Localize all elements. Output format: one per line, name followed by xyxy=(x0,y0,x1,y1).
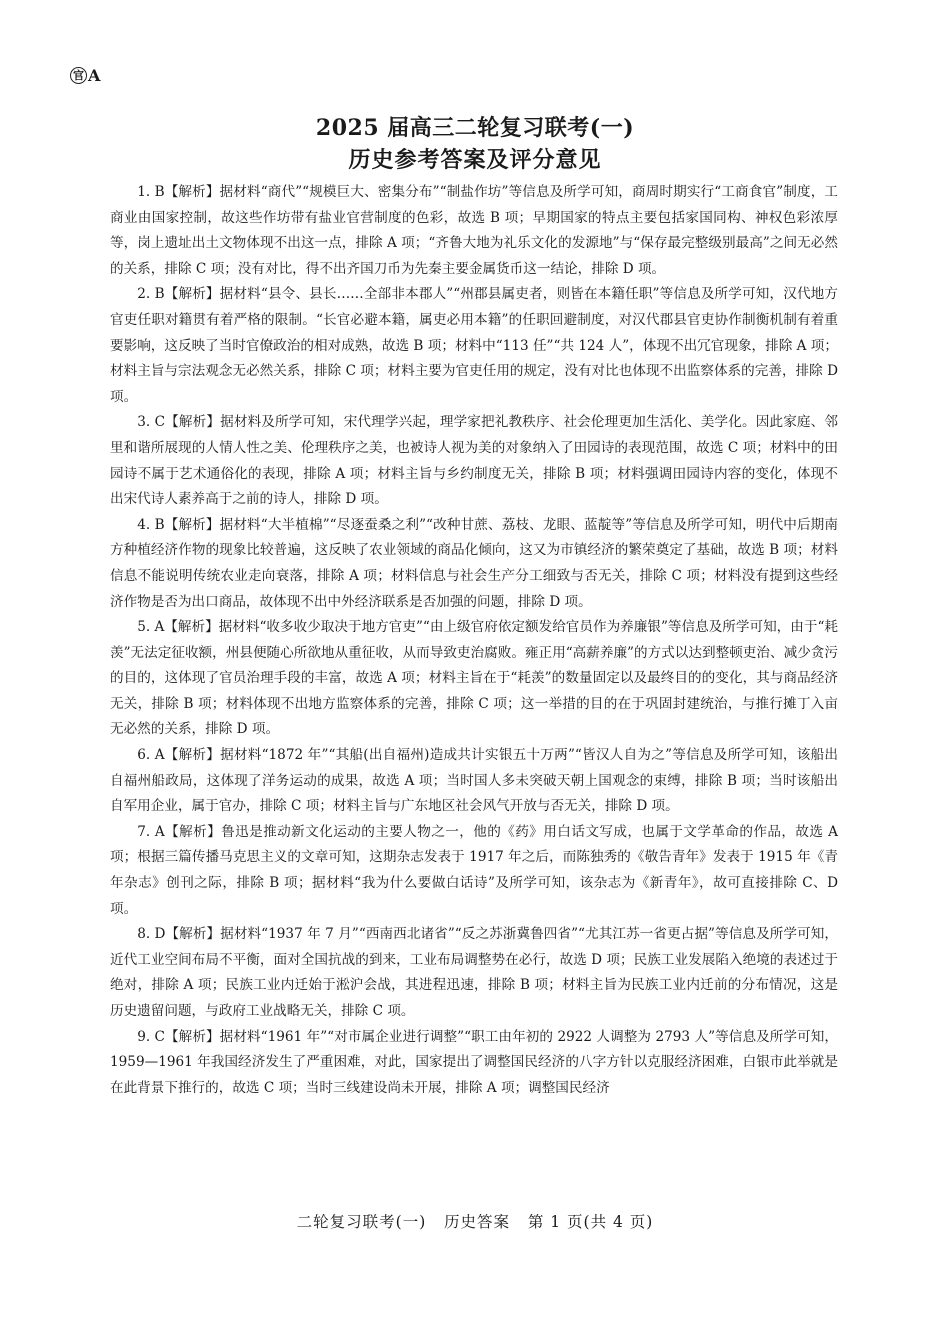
page-subtitle: 历史参考答案及评分意见 xyxy=(348,148,602,173)
corner-letter: A xyxy=(88,66,101,85)
answer-item-8: 8. D【解析】据材料“1937 年 7 月”“西南西北诸省”“反之苏浙冀鲁四省”“尤其江苏一省更占据”等信息及所学可知，近代工业空间布局不平衡，面对全国抗战的到来，工业布局调整势在必行，故选 D 项；民族工业发展陷入绝境的表述过于绝对，排除 A 项；民族工业内迁始于淞沪会战，其进程迅速，排除 B 项；材料主旨为民族工业内迁前的分布情况，这是历史遗留问题，与政府工业战略无关，排除 C 项。 xyxy=(110,926,838,1019)
answer-item-1: 1. B【解析】据材料“商代”“规模巨大、密集分布”“制盐作坊”等信息及所学可知，商周时期实行“工商食官”制度，工商业由国家控制，故这些作坊带有盐业官营制度的色彩，故选 B 项；早期国家的特点主要包括家国同构、神权色彩浓厚等，岗上遗址出土文物体现不出这一点，排除 A 项；“齐鲁大地为礼乐文化的发源地”与“保存最完整级别最高”之间无必然的关系，排除 C 项；没有对比，得不出齐国刀币为先秦主要金属货币这一结论，排除 D 项。 xyxy=(110,184,838,277)
answer-item-2: 2. B【解析】据材料“县令、县长……全部非本郡人”“州郡县属吏者，则皆在本籍任职”等信息及所学可知，汉代地方官吏任职对籍贯有着严格的限制。“长官必避本籍，属吏必用本籍”的任职回避制度，对汉代郡县官吏协作制衡机制有着重要影响，这反映了当时官僚政治的相对成熟，故选 B 项；材料中“113 任”“共 124 人”，体现不出冗官现象，排除 A 项；材料主旨与宗法观念无必然关系，排除 C 项；材料主要为官吏任用的规定，没有对比也体现不出监察体系的完善，排除 D 项。 xyxy=(110,286,838,405)
answer-item-6: 6. A【解析】据材料“1872 年”“其船(出自福州)造成共计实银五十万两”“皆汉人自为之”等信息及所学可知，该船出自福州船政局，这体现了洋务运动的成果，故选 A 项；当时国人多未突破天朝上国观念的束缚，排除 B 项；当时该船出自军用企业，属于官办，排除 C 项；材料主旨与广东地区社会风气开放与否无关，排除 D 项。 xyxy=(110,747,838,815)
answer-item-7: 7. A【解析】鲁迅是推动新文化运动的主要人物之一，他的《药》用白话文写成，也属于文学革命的作品，故选 A 项；根据三篇传播马克思主义的文章可知，这期杂志发表于 1917 年之后，而陈独秀的《敬告青年》发表于 1915 年《青年杂志》创刊之际，排除 B 项；据材料“我为什么要做白话诗”及所学可知，该杂志为《新青年》，故可直接排除 C、D 项。 xyxy=(110,823,838,917)
answer-list xyxy=(110,180,838,1101)
circled-char-icon: 官 xyxy=(70,67,87,84)
answer-item-9: 9. C【解析】据材料“1961 年”“对市属企业进行调整”“职工由年初的 2922 人调整为 2793 人”等信息及所学可知，1959—1961 年我国经济发生了严重困难，对此，国家提出了调整国民经济的八字方针以克服经济困难，白银市此举就是在此背景下推行的，故选 C 项；当时三线建设尚未开展，排除 A 项；调整国民经济 xyxy=(110,1028,838,1096)
corner-mark xyxy=(70,66,100,85)
answer-item-5: 5. A【解析】据材料“收多收少取决于地方官吏”“由上级官府依定额发给官员作为养廉银”等信息及所学可知，由于“耗羡”无法定征收额，州县便随心所欲地从重征收，从而导致吏治腐败。雍正用“高薪养廉”的方式以达到整顿吏治、减少贪污的目的，这体现了官员治理手段的丰富，故选 A 项；材料主旨在于“耗羡”的数量固定以及最终目的的变化，其与商品经济无关，排除 B 项；材料体现不出地方监察体系的完善，排除 C 项；这一举措的目的在于巩固封建统治，与推行摊丁入亩无必然的关系，排除 D 项。 xyxy=(110,619,838,738)
answer-item-4: 4. B【解析】据材料“大半植棉”“尽逐蚕桑之利”“改种甘蔗、荔枝、龙眼、蓝靛等”等信息及所学可知，明代中后期南方种植经济作物的现象比较普遍，这反映了农业领域的商品化倾向，这又为市镇经济的繁荣奠定了基础，故选 B 项；材料信息不能说明传统农业走向衰落，排除 A 项；材料信息与社会生产分工细致与否无关，排除 C 项；材料没有提到这些经济作物是否为出口商品，故体现不出中外经济联系是否加强的问题，排除 D 项。 xyxy=(110,516,838,610)
page-footer: 二轮复习联考(一) 历史答案 第 1 页(共 4 页) xyxy=(296,1213,654,1231)
page-title: 2025 届高三二轮复习联考(一) xyxy=(315,115,635,141)
answer-item-3: 3. C【解析】据材料及所学可知，宋代理学兴起，理学家把礼教秩序、社会伦理更加生活化、美学化。因此家庭、邻里和谐所展现的人情人性之美、伦理秩序之美，也被诗人视为美的对象纳入了田园诗的表现范围，故选 C 项；材料中的田园诗不属于艺术通俗化的表现，排除 A 项；材料主旨与乡约制度无关，排除 B 项；材料强调田园诗内容的变化，体现不出宋代诗人素养高于之前的诗人，排除 D 项。 xyxy=(110,414,838,508)
